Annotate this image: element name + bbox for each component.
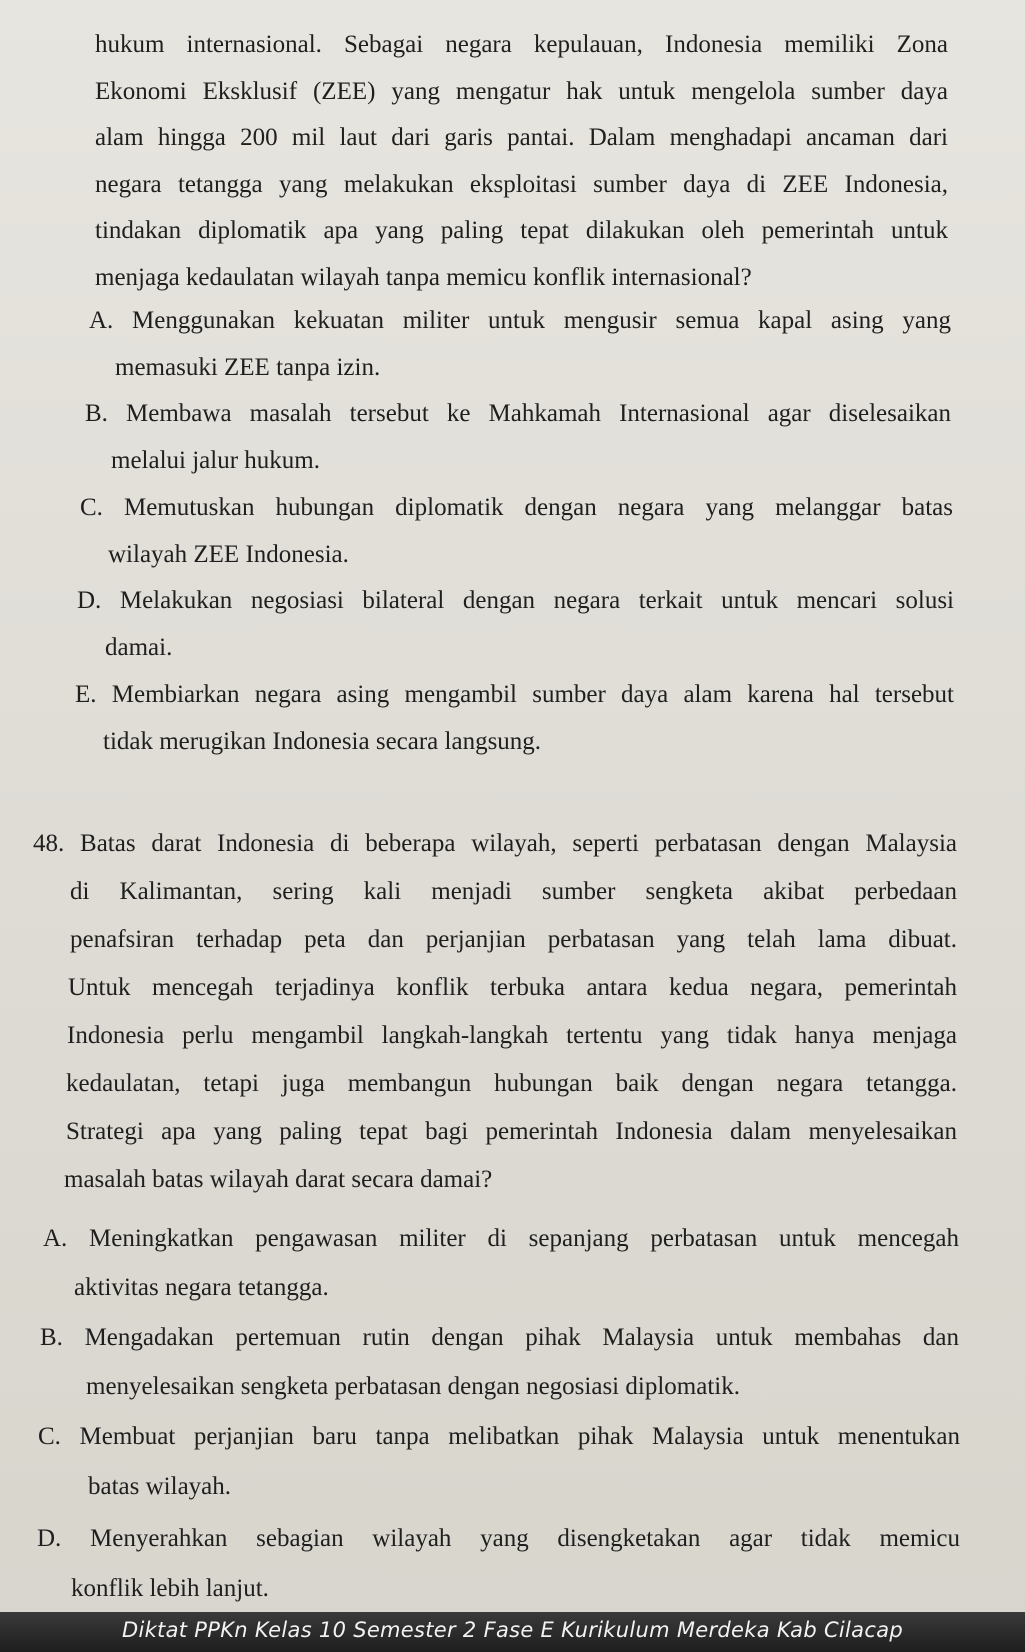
option-line: D. Menyerahkan sebagian wilayah yang disengketakan agar tidak memicu xyxy=(37,1525,960,1552)
q47-stem-line: tindakan diplomatik apa yang paling tepat dilakukan oleh pemerintah untuk xyxy=(95,217,948,244)
q47-stem-line: menjaga kedaulatan wilayah tanpa memicu konflik internasional? xyxy=(95,263,752,291)
q47-option-c xyxy=(80,485,953,578)
option-line: A. Meningkatkan pengawasan militer di sepanjang perbatasan untuk mencegah xyxy=(43,1225,959,1252)
option-line: memasuki ZEE tanpa izin. xyxy=(115,353,381,381)
option-line: aktivitas negara tetangga. xyxy=(74,1274,329,1301)
q47-stem xyxy=(95,22,948,301)
q48-option-a xyxy=(43,1214,959,1312)
q47-stem-line: negara tetangga yang melakukan eksploitasi sumber daya di ZEE Indonesia, xyxy=(95,170,948,198)
option-line: C. Memutuskan hubungan diplomatik dengan negara yang melanggar batas xyxy=(80,494,953,521)
option-line: wilayah ZEE Indonesia. xyxy=(108,540,349,568)
option-line: tidak merugikan Indonesia secara langsung. xyxy=(103,727,542,755)
q48-stem xyxy=(33,820,957,1204)
option-line: E. Membiarkan negara asing mengambil sumber daya alam karena hal tersebut xyxy=(75,681,954,708)
option-line: A. Menggunakan kekuatan militer untuk mengusir semua kapal asing yang xyxy=(89,307,951,334)
option-line: melalui jalur hukum. xyxy=(111,446,320,474)
option-line: menyelesaikan sengketa perbatasan dengan negosiasi diplomatik. xyxy=(86,1373,740,1400)
q47-stem-line: Ekonomi Eksklusif (ZEE) yang mengatur hak untuk mengelola sumber daya xyxy=(95,77,948,105)
option-line: konflik lebih lanjut. xyxy=(71,1575,269,1602)
q47-stem-line: alam hingga 200 mil laut dari garis pantai. Dalam menghadapi ancaman dari xyxy=(95,124,948,151)
q48-stem-line: di Kalimantan, sering kali menjadi sumber sengketa akibat perbedaan xyxy=(70,878,957,905)
option-line: B. Mengadakan pertemuan rutin dengan pihak Malaysia untuk membahas dan xyxy=(40,1324,959,1351)
q47-option-b xyxy=(85,391,951,484)
q48-option-c xyxy=(38,1412,960,1512)
option-line: B. Membawa masalah tersebut ke Mahkamah Internasional agar diselesaikan xyxy=(85,400,951,427)
q47-stem-line: hukum internasional. Sebagai negara kepulauan, Indonesia memiliki Zona xyxy=(95,31,948,58)
q47-option-a xyxy=(89,298,951,391)
q48-stem-line: Strategi apa yang paling tepat bagi pemerintah Indonesia dalam menyelesaikan xyxy=(66,1118,957,1145)
q48-stem-line: Untuk mencegah terjadinya konflik terbuka antara kedua negara, pemerintah xyxy=(68,974,957,1001)
option-line: D. Melakukan negosiasi bilateral dengan negara terkait untuk mencari solusi xyxy=(77,587,954,614)
q48-option-d xyxy=(37,1514,960,1614)
q48-stem-line: Indonesia perlu mengambil langkah-langkah tertentu yang tidak hanya menjaga xyxy=(67,1022,957,1049)
option-line: C. Membuat perjanjian baru tanpa melibatkan pihak Malaysia untuk menentukan xyxy=(38,1423,960,1450)
q48-stem-line: kedaulatan, tetapi juga membangun hubungan baik dengan negara tetangga. xyxy=(66,1070,957,1097)
q48-option-b xyxy=(40,1313,959,1411)
option-line: damai. xyxy=(105,633,173,661)
q48-stem-line: 48. Batas darat Indonesia di beberapa wilayah, seperti perbatasan dengan Malaysia xyxy=(33,830,957,857)
q47-option-d xyxy=(77,578,954,671)
q48-stem-line: masalah batas wilayah darat secara damai? xyxy=(64,1166,493,1193)
q47-option-e xyxy=(75,672,954,765)
footer-caption: Diktat PPKn Kelas 10 Semester 2 Fase E Kurikulum Merdeka Kab Cilacap xyxy=(121,1618,903,1642)
q48-stem-line: penafsiran terhadap peta dan perjanjian perbatasan yang telah lama dibuat. xyxy=(70,926,957,953)
option-line: batas wilayah. xyxy=(88,1473,232,1500)
